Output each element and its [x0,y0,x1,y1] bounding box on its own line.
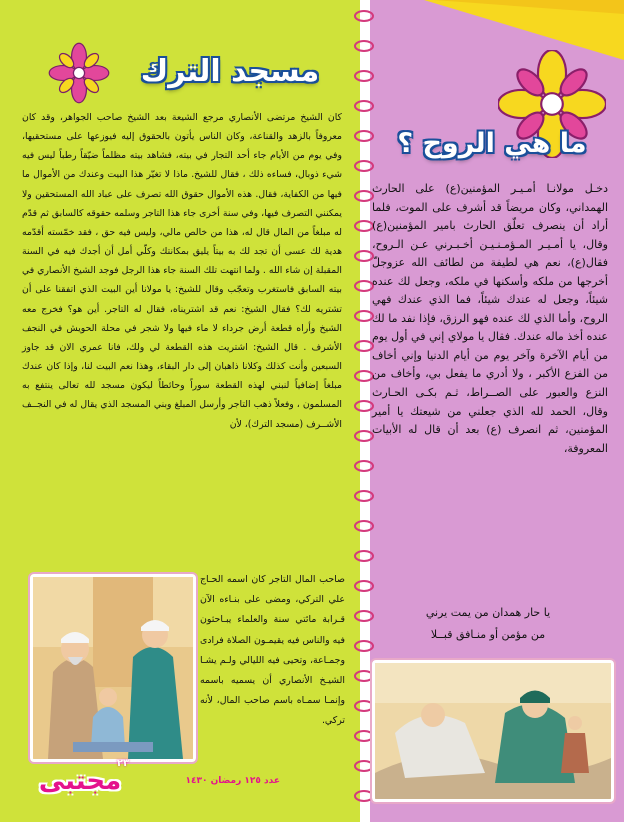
left-article-continued: صاحب المال التاجر كان اسمه الحـاج علي التركي، ومضى على بنـاءه الآن قـرابة مائتي سنة والعلماء يبـاحثون فيه والناس فيه يقيمـون الصلاة فرادى وجمـاعة، وتحيى فيه الليالي ولـم يشـا الشيـخ الأنصاري أن يسميه باسمه وإنمـا سمـاه باسم صاحب المال، لأنه تركي. [200,574,345,727]
flower-ornament-icon [48,42,110,104]
right-article-body: دخـل مولانـا أمـيـر المؤمنين(ع) على الحارث الهمداني، وكان مريضاً قد أشرف على الموت، فلما أراد أن ينصرف تعلّق الحارث بامير المؤمنين(ع) وقال، يا أمـيـر المـؤمـنـيـن أخـبـرني عـن الـروح، فقال(ع)، نعم هي لطيفة من لطائف الله عزوجلّ أخرجها من ملكه وأسكنها في ملكه، وجعل لك عنده شيئاً، وجعل له عندك شيئاً، فما الذي عندك فهي الروح، وأما الذي لك عنده فهو الرزق، فإذا نفد ما لك عنده أخذ ماله عندك. فقال يا مولاي إني في أول يوم من أيام الآخرة وآخر يوم من أيام الدنيا وإني أخاف من الفزع الأكبر ، ولا أدري ما يفعل بي، وأخاف من النزع والعبور على الصــراط، ثـم بكـى الحـارث وقال، الحمد لله الذي جعلني من شيعتك يا أمير المؤمنين، ثم انصرف (ع) بعد أن قال له الأبيات المعروفة، [372,182,608,455]
page-number: ٢٣ [116,758,130,769]
poem-verse [378,602,598,646]
poem-line: يا حار همدان من يمت يرني [425,606,551,619]
magazine-logo: مجتبى [38,766,122,796]
left-article-title: مسجد الترك [140,54,320,89]
illustration-shaykh-mosque [30,574,196,762]
poem-line: من مؤمن أو منـافق قبــلا [430,628,546,641]
illustration-scene-icon [375,663,611,799]
issue-info: عدد ١٢٥ رمضان ١٤٣٠ [185,776,280,786]
left-article-body: كان الشيخ مرتضى الأنصاري مرجع الشيعة بعد الشيخ صاحب الجواهر، وقد كان معروفاً بالزهد والقناعة، وكان الناس يأتون بالحقوق إليه فيوزعها على مستحقيها، وفي يوم من الأيام جاء أحد التجار في بيته، فشاهد بيته مظلماً ضيّقاً رطباً ليس فيه شيء ذوبال، فساءه ذلك ، فقال للشيخ. ماذا لا تغيّر هذا البيت وعندك من الأموال ما فيها من الكفاية، فقال. هذه الأموال حقوق الله تصرف على عباد الله المستحقين ولا يمكنني التصرف فيها، وفي سنة أخرى جاء هذا التاجر وسلمه حقوقه كالسابق ثم قدّم له مبلغاً من المال قال له، هذا من خالص مالي، وليس فيه حق ، فقد خمّسته أقدّمه هدية لك عسى أن تجد لك به بيتاً يليق بمكانتك وكلّي أمل أن أجدك فيه في السنة المقبلة إن شاء الله . ولما انتهت تلك السنة جاء هذا الرجل فوجد الشيخ الأنصاري في بيته السابق فاستغرب وتعجّب وقال للشيخ: يا مولانا أين البيت الذي اتفقنا على أن تشتريه لك؟ فقال الشيخ: نعم قد اشتريناه، فقال له التاجر. أين هو؟ فخرج معه الشيخ وأراه قطعة أرض جرداء لا ماء فيها ولا شجر في محلة الحويش في النجف الأشرف . قال الشيخ: اشتريت هذه القطعة لي ولك، فانا عمري الان قد جاوز السبعين وأنت كذلك وكلانا ذاهبان إلى دار البقاء، وهذا نعم البيت لنا، وإذا كان عندك مبلغاً إضافياً لنبني لهذه القطعة سوراً وحائطاً ليكون مسجد لله تعالى ينتفع به المسلمون ، وفعلاً ذهب التاجر وأرسل المبلغ وبني المسجد الذي يقال له في النجــف الأشــرف (مسجد الترك)، لأن [22,112,342,430]
illustration-figure-icon [33,577,193,759]
illustration-imam-visit [372,660,614,802]
right-article-title: ما هي الروح ؟ [397,128,587,159]
